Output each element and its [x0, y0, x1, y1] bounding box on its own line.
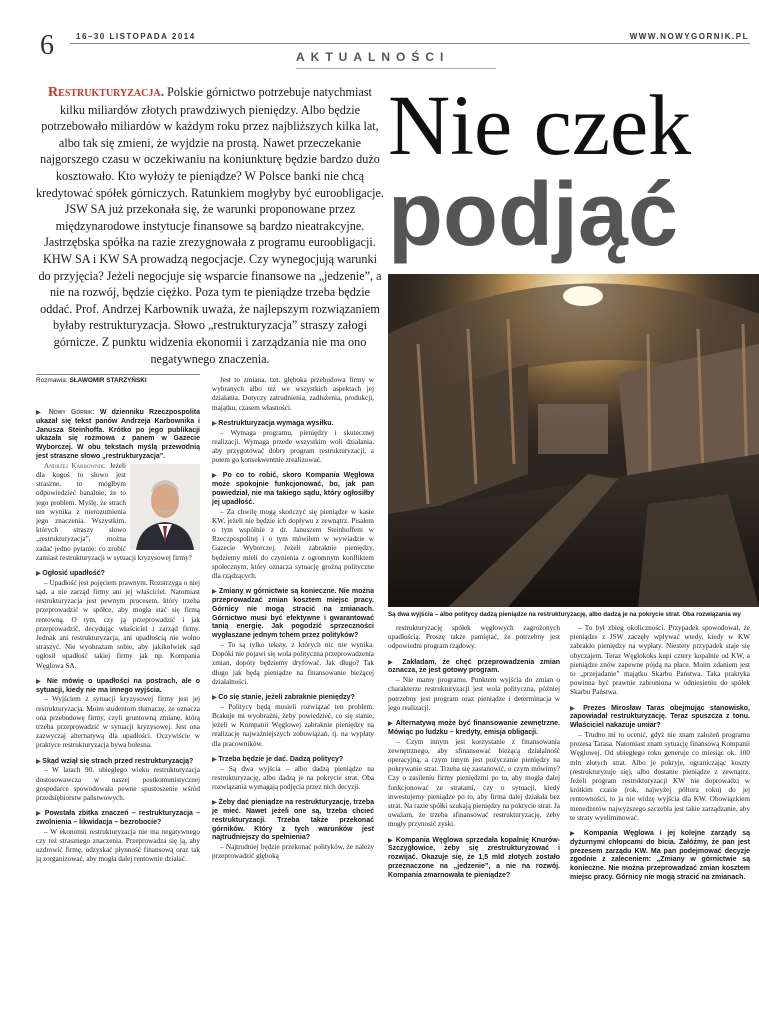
- question: ▶ Skąd wziął się strach przed restrukturyzacją?: [36, 758, 200, 767]
- question: ▶ Kompania Węglowa i jej kolejne zarządy są dyżurnymi chłopcami do bicia. Załóżmy, że pan jest prezesem zarządu KW. Ma pan podejmować decyzje zgodnie z zaleceniem: „Zmiany w górnictwie są konieczne. Nie można przeprowadzać zmian kosztem miejsc pracy. Górnicy nie mogą stracić na zmianach.: [570, 830, 750, 883]
- byline-author: SŁAWOMIR STARZYŃSKI: [69, 377, 147, 384]
- mine-photo: [388, 274, 759, 607]
- answer-text: Jeżeli dla kogoś to słowo jest straszne, to mógłbym odpowiedzieć banalnie, że to jego problem. Myślę, że strach ten wynika z nierozumienia jego znaczenia. Wszystkim, których straszy słowo „restrukturyzacja”, można zadać jedno pytanie: co zrobić zamiast restrukturyzacji w sytuacji kryzysowej firmy?: [36, 461, 192, 562]
- answer: – W latach 90. ubiegłego wieku restrukturyzacja dostosowawcza w naszej postkomunistycznej gospodarce spowodowała pewne spustoszenie wśród przedsiębiorstw państwowych.: [36, 766, 200, 803]
- answer: – Czym innym jest korzystanie z finansowania zewnętrznego, aby sfinansować bieżącą działalność operacyjną, a czym innym jest pożyczanie pieniędzy na pokrywanie strat. Trzeba się zastanowić, o czym mówimy? Czy o zasileniu firmy pieniędzmi po to, aby mogła dalej funkcjonować ze stratami, czy o sytuacji, kiedy inwestujemy pieniądze po to, aby firma dalej działała bez strat. Na razie spółki szukają pieniędzy na pokrycie strat. Ja uważam, że trzeba sfinansować restrukturyzację, żeby mogły przynosić zyski.: [388, 737, 560, 829]
- question: ▶ Ogłosić upadłość?: [36, 570, 200, 579]
- answer: – To są tylko teksty, z których nic nie wynika. Dopóki nie pojawi się wola polityczna przeprowadzenia zmian, dopóty będziemy dryfować. Jak długo? Tak długo jak będą pieniądze na finansowanie bieżącej działalności.: [212, 641, 374, 686]
- question: ▶ Zmiany w górnictwie są konieczne. Nie można przeprowadzać zmian kosztem miejsc pracy. Górnicy nie mogą stracić na zmianach. Górnictwo musi być efektywne i gwarantować tanią energię. Jak pogodzić sprzeczności wygłaszane jednym tchem przez polityków?: [212, 588, 374, 641]
- question: ▶ Żeby dać pieniądze na restrukturyzację, trzeba je mieć. Nawet jeżeli one są, trzeba chcieć restrukturyzacji. Trzeba także przekonać górników. Który z tych warunków jest najtrudniejszy do spełnienia?: [212, 799, 374, 843]
- answer: – Za chwilę mogą skończyć się pieniądze w kasie KW, jeżeli nie będzie ich dopływu z zewnątrz. Pisałem o tym wspólnie z dr. Januszem Steinhoffem w Rzeczpospolitej i o tym mówiłem w wywiadzie w Gazecie Wyborczej. Jeżeli zabraknie pieniędzy, będziemy mieli do czynienia z ogromnym konfliktem społecznym, który oznacza sytuację groźną polityczne dla rządzących.: [212, 507, 374, 581]
- article-column-2: [212, 376, 374, 1020]
- answer: – Nie mamy programu. Punktem wyjścia do zmian o charakterze restrukturyzacji jest wola polityczna, później potrzebny jest program oraz pieniądze i determinacja w jego realizacji.: [388, 676, 560, 712]
- author-portrait: [130, 464, 200, 550]
- answer: – Są dwa wyjścia – albo dadzą pieniądze na restrukturyzację, albo dadzą je na pokrycie strat. Oba rozwiązania wymagają podjęcia przez nich decyzji.: [212, 764, 374, 792]
- question: ▶ Trzeba będzie je dać. Dadzą politycy?: [212, 756, 374, 765]
- lead-kicker: Restrukturyzacja.: [48, 85, 165, 100]
- header-rule: [70, 43, 750, 44]
- answer: Jest to zmiana, tzn. głęboka przebudowa firmy w wybranych albo też we wszystkich aspektach jej działania. Dotyczy zatrudnienia, zadłużenia, produkcji, majątku, czasem własności.: [212, 376, 374, 412]
- question: ▶ Kompania Węglowa sprzedała kopalnię Knurów-Szczygłowice, żeby się zrestrukturyzować i rozwijać. Okazuje się, że 1,5 mld złotych zostało przeznaczone na „jedzenie”, a nie na rozwój. Kompania zmarnowała te pieniądze?: [388, 837, 560, 881]
- question: ▶ Restrukturyzacja wymaga wysiłku.: [212, 420, 374, 429]
- byline-label: Rozmawia:: [36, 377, 68, 384]
- article-column-3: [388, 624, 560, 1020]
- answer: – Trudno mi to ocenić, gdyż nie znam założeń programu prezesa Tarasa. Natomiast znam sytuację finansową Kompanii Węglowej. Od ubiegłego roku generuje co miesiąc ok. 100 mln złotych strat. Albo je pokryje, ograniczając koszty (restrukturyzuje się), albo dostanie pieniądze z zewnątrz. Jeżeli program restrukturyzacji KW nie doprowadzi w krótkim czasie (rok, najwyżej półtora roku) do jej rentowności, to ja nie widzę wyjścia dla KW. Obowiązkiem menedżerów najwyższego szczebla jest takie zarządzanie, aby te straty wyeliminować.: [570, 731, 750, 822]
- question: ▶ Prezes Mirosław Taras obejmując stanowisko, zapowiadał restrukturyzację. Teraz spuszcza z tonu. Właściciel nakazuje umiar?: [570, 705, 750, 731]
- speaker-label: Andrzej Karbownik:: [44, 461, 107, 470]
- issue-date: 16–30 LISTOPADA 2014: [76, 32, 196, 41]
- article-column-4: [570, 624, 750, 1020]
- site-url[interactable]: WWW.NOWYGORNIK.PL: [629, 32, 749, 41]
- section-title: AKTUALNOŚCI: [296, 50, 450, 64]
- question: ▶ Nie mówię o upadłości na postrach, ale o sytuacji, kiedy nie ma innego wyjścia.: [36, 678, 200, 696]
- lead-paragraph: [36, 84, 384, 367]
- question: ▶ Co się stanie, jeżeli zabraknie pieniędzy?: [212, 694, 374, 703]
- mine-tunnel-image: [388, 274, 759, 607]
- headline-line1: Nie czek: [388, 77, 692, 173]
- answer: – Politycy będą musieli rozwiązać ten problem. Brakuje mi wyobraźni, żeby powiedzieć, co się stanie, jeżeli w Kompanii Węglowej zabraknie pieniędzy na realizację najważniejszych zobowiązań, tj. na wypłaty dla pracowników.: [212, 702, 374, 748]
- lead-text: Polskie górnictwo potrzebuje natychmiast kilku miliardów złotych prawdziwych pieniędzy. Albo będzie potrzebowało miliardów w każdym roku przez najbliższych kilka lat, albo tak się zmieni, że wyjdzie na prostą. Nawet przeczekanie najgorszego czasu w oczekiwaniu na koniunkturę będzie bardzo dużo kosztowało. Kto wyłoży te pieniądze? W Polsce banki nie chcą kredytować spółek górniczych. Ratunkiem mogłyby być euroobligacje. JSW SA już przekonała się, że warunki proponowane przez międzynarodowe instytucje finansowe są bardzo nieatrakcyjne. Jastrzębska spółka na razie zrezygnowała z programu euroobligacji. KHW SA i KW SA prowadzą negocjacje. Czy wynegocjują warunki do przyjęcia? Jeżeli negocjuje się wsparcie finansowe na „jedzenie”, a nie na rozwój, będzie ciężko. Poza tym te pieniądze trzeba będzie oddać. Prof. Andrzej Karbownik uważa, że najlepszym rozwiązaniem byłaby restrukturyzacja. Słowo „restrukturyzacja” straszy załogi górnicze. Z punktu widzenia ekonomii i zarządzania nie ma ono negatywnego znaczenia.: [36, 85, 384, 366]
- section-rule: [296, 68, 496, 69]
- headline-line2: podjąć: [388, 165, 679, 265]
- answer: – Najtrudniej będzie przekonać polityków, że należy przeprowadzić głęboką: [212, 843, 374, 861]
- speaker-label: Nowy Górnik:: [48, 409, 95, 416]
- answer: – Wymaga programu, pieniędzy i skutecznej realizacji. Wymaga przede wszystkim woli działania, aby przygotować dobry program restrukturyzacji, a potem go konsekwentnie zrealizować.: [212, 428, 374, 465]
- answer: – Wyjściem z sytuacji kryzysowej firmy jest jej restrukturyzacja. Moim studentom tłumaczę, że oznacza ona przebudowę firmy, czyli gruntowną zmianę, którą trzeba przeprowadzić w sytuacji kryzysowej. Jest ona zazwyczaj alternatywą dla upadłości. Oczywiście w praktyce restrukturyzacja bywa bolesna.: [36, 695, 200, 750]
- question: ▶ Alternatywą może być finansowanie zewnętrzne. Mówiąc po ludzku – kredyty, emisja obligacji.: [388, 720, 560, 738]
- article-column-1: [36, 402, 200, 1020]
- answer: [36, 462, 200, 563]
- answer: – Upadłość jest pojęciem prawnym. Rozstrzyga o niej sąd, a nie zarząd firmy ani jej właściciel. Natomiast restrukturyzacja jest pewnym procesem, który trzeba przeprowadzić w spółce, aby mogła stać się firmą rentowną. O tym, czy ją przeprowadzić i jak przeprowadzić, decydując właściciel i zarząd firmy. Jednak ani restrukturyzacja, ani upadłością nie wolno straszyć. Nie wyobrażam sobie, aby jakikolwiek sąd ogłosił upadłość takiej firmy jak np. Kompania Węglowa SA.: [36, 578, 200, 670]
- byline: [36, 374, 200, 384]
- question: ▶ Powstała zbitka znaczeń – restrukturyzacja – zwolnienia – likwidacja – bezrobocie?: [36, 810, 200, 828]
- question: ▶ Po co to robić, skoro Kompania Węglowa może spokojnie funkcjonować, bo, jak pan powiedział, nie ma takiego sądu, który ogłosiłby jej upadłość.: [212, 472, 374, 507]
- question: ▶ Zakładam, że chęć przeprowadzenia zmian oznacza, że jest gotowy program.: [388, 659, 560, 677]
- answer: restrukturyzację spółek węglowych zagrożonych upadłością. Proszę także pamiętać, że potrzebny jest odpowiedni program rządowy.: [388, 624, 560, 651]
- question: [36, 409, 200, 462]
- photo-caption: Są dwa wyjścia – albo politycy dadzą pieniądze na restrukturyzację, albo dadzą je na pokrycie strat. Oba rozwiązania wy: [388, 611, 741, 618]
- question-text: W dzienniku Rzeczpospolita ukazał się tekst panów Andrzeja Karbownika i Janusza Steinhoffa. Krótko po jego publikacji ukazała się rozmowa z panem w Gazecie Wyborczej. W obu tekstach myślą przewodnią jest straszne słowo „restrukturyzacja”.: [36, 409, 200, 460]
- page-number: 6: [40, 30, 54, 61]
- answer: – W ekonomii restrukturyzacja nie ma negatywnego czy też strasznego znaczenia. Przeprowadza się ją, aby uzdrowić firmę, odzyskać płynność finansową oraz tak ją zorganizować, aby mogła dalej rentownie działać.: [36, 827, 200, 864]
- answer: – To był zbieg okoliczności. Przypadek spowodował, że pieniądze z JSW zaczęły wpływać wtedy, kiedy w KW zabrakło pieniędzy na wypłaty. Niestety przypadek staje się obyczajem. Teraz Węglokoks kupi cztery kopalnie od KW, a pieniądze znów zapewne pójdą na płace. Moim zdaniem jest to „przejadanie” majątku Skarbu Państwa. Taka praktyka powinna być prawnie zabroniona w odniesieniu do spółek Skarbu Państwa.: [570, 624, 750, 697]
